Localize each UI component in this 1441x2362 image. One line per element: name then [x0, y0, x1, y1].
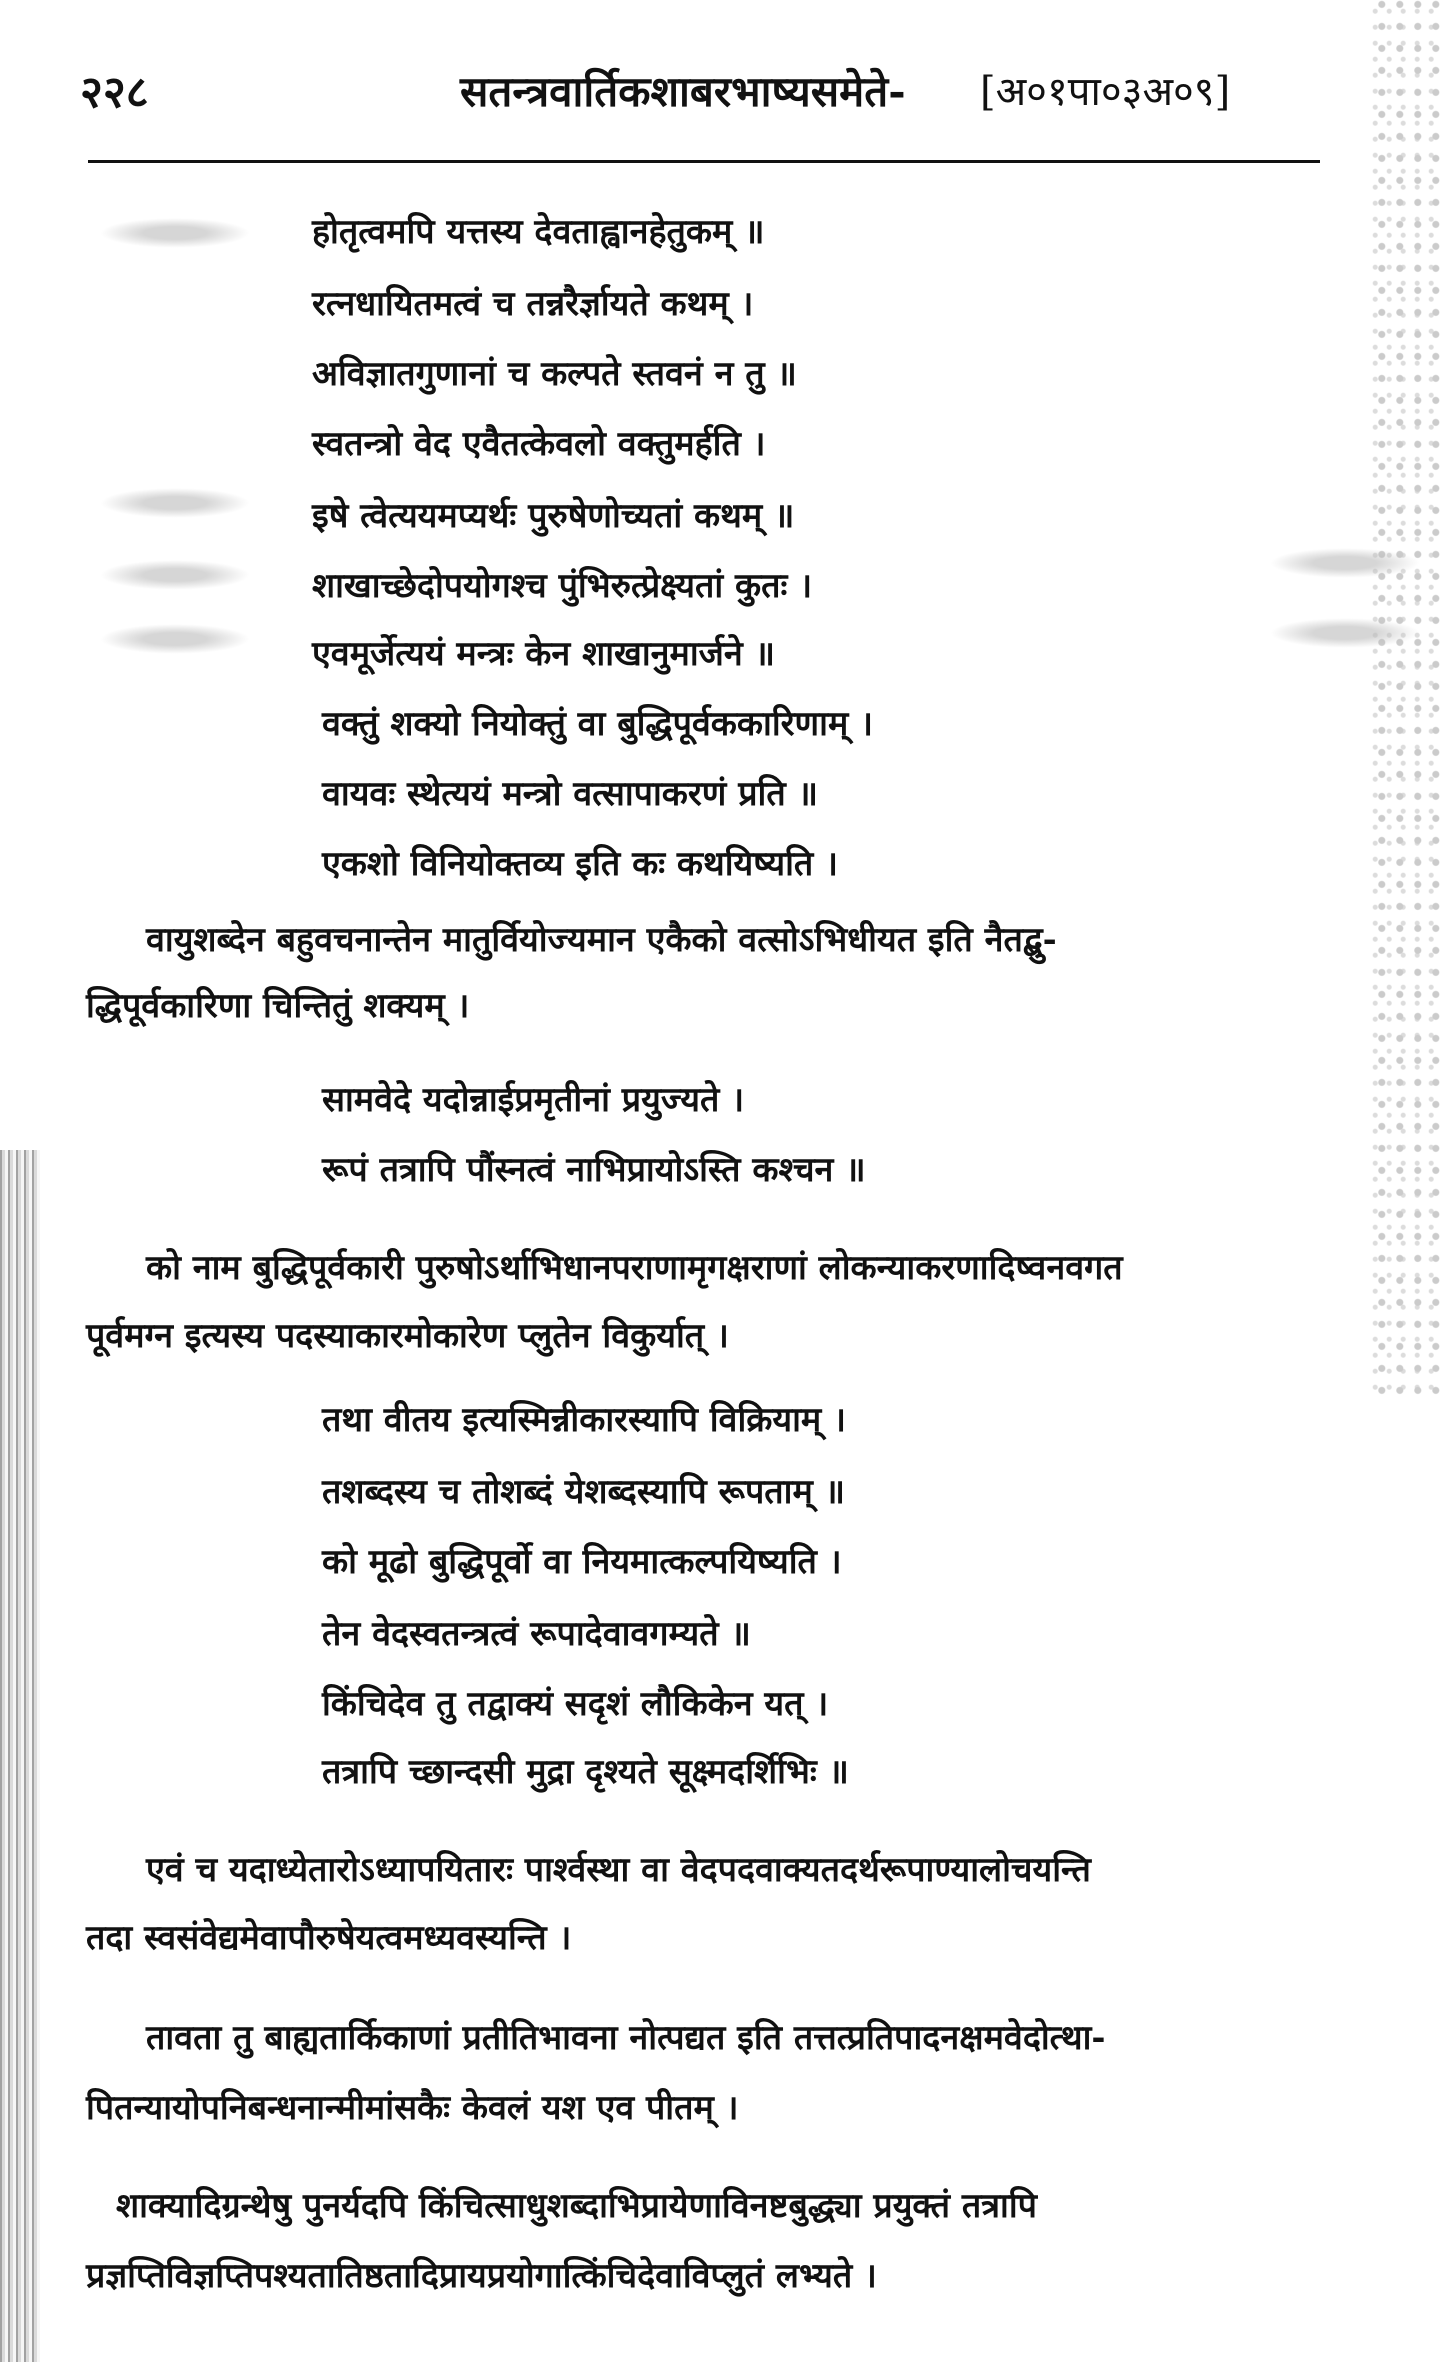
verse-line: किंचिदेव तु तद्वाक्यं सदृशं लौकिकेन यत् । [322, 1684, 829, 1724]
verse-line: वक्तुं शक्यो नियोक्तुं वा बुद्धिपूर्वककारिणाम् । [322, 704, 873, 744]
verse-line: सामवेदे यदोन्नाईप्रमृतीनां प्रयुज्यते । [322, 1080, 745, 1120]
ink-smudge [100, 560, 250, 590]
prose-line: शाक्यादिग्रन्थेषु पुनर्यदपि किंचित्साधुशब्दाभिप्रायेणाविनष्टबुद्ध्या प्रयुक्तं तत्रापि [116, 2186, 1037, 2226]
verse-line: रत्नधायितमत्वं च तन्नरैर्ज्ञायते कथम् । [312, 284, 754, 324]
verse-line: इषे त्वेत्ययमप्यर्थः पुरुषेणोच्यतां कथम् ॥ [312, 496, 795, 536]
verse-line: एकशो विनियोक्तव्य इति कः कथयिष्यति । [322, 844, 838, 884]
verse-line: स्वतन्त्रो वेद एवैतत्केवलो वक्तुमर्हति । [312, 424, 766, 464]
header-rule [88, 160, 1320, 163]
ink-smudge [1270, 548, 1420, 578]
prose-line: प्रज्ञप्तिविज्ञप्तिपश्यतातिष्ठतादिप्रायप्रयोगात्किंचिदेवाविप्लुतं लभ्यते । [86, 2256, 877, 2296]
verse-line: को मूढो बुद्धिपूर्वो वा नियमात्कल्पयिष्यति । [322, 1542, 842, 1582]
ink-smudge [100, 218, 250, 248]
section-reference: [अ०१पा०३अ०९] [980, 69, 1231, 115]
verse-line: तशब्दस्य च तोशब्दं येशब्दस्यापि रूपताम् ॥ [322, 1472, 845, 1512]
ink-smudge [100, 488, 250, 518]
prose-line: तावता तु बाह्यतार्किकाणां प्रतीतिभावना नोत्पद्यत इति तत्तत्प्रतिपादनक्षमवेदोत्था- [146, 2018, 1106, 2058]
verse-line: वायवः स्थेत्ययं मन्त्रो वत्सापाकरणं प्रति ॥ [322, 774, 818, 814]
prose-line: एवं च यदाध्येतारोऽध्यापयितारः पार्श्वस्था वा वेदपदवाक्यतदर्थरूपाण्यालोचयन्ति [146, 1850, 1091, 1890]
scan-edge-noise [1371, 0, 1441, 1400]
prose-line: तदा स्वसंवेद्यमेवापौरुषेयत्वमध्यवस्यन्ति । [86, 1918, 572, 1958]
verse-line: होतृत्वमपि यत्तस्य देवताह्वानहेतुकम् ॥ [312, 212, 765, 252]
prose-line: पूर्वमग्न इत्यस्य पदस्याकारमोकारेण प्लुतेन विकुर्यात् । [86, 1316, 729, 1356]
prose-line: को नाम बुद्धिपूर्वकारी पुरुषोऽर्थाभिधानपराणामृगक्षराणां लोकन्याकरणादिष्वनवगत [146, 1248, 1123, 1288]
ink-smudge [1270, 618, 1420, 648]
prose-line: वायुशब्देन बहुवचनान्तेन मातुर्वियोज्यमान एकैको वत्सोऽभिधीयत इति नैतद्बु- [146, 920, 1057, 960]
verse-line: तथा वीतय इत्यस्मिन्नीकारस्यापि विक्रियाम् । [322, 1400, 846, 1440]
ink-smudge [100, 624, 250, 654]
page-header [80, 60, 1340, 130]
verse-line: तेन वेदस्वतन्त्रत्वं रूपादेवावगम्यते ॥ [322, 1614, 751, 1654]
verse-line: एवमूर्जेत्ययं मन्त्रः केन शाखानुमार्जने ॥ [312, 634, 775, 674]
verse-line: अविज्ञातगुणानां च कल्पते स्तवनं न तु ॥ [312, 354, 797, 394]
verse-line: रूपं तत्रापि पौंस्नत्वं नाभिप्रायोऽस्ति कश्चन ॥ [322, 1150, 866, 1190]
verse-line: शाखाच्छेदोपयोगश्च पुंभिरुत्प्रेक्ष्यतां कुतः । [312, 566, 813, 606]
running-title: सतन्त्रवार्तिकशाबरभाष्यसमेते- [460, 67, 906, 116]
prose-line: पितन्यायोपनिबन्धनान्मीमांसकैः केवलं यश एव पीतम् । [86, 2088, 739, 2128]
prose-line: द्धिपूर्वकारिणा चिन्तितुं शक्यम् । [86, 986, 470, 1026]
verse-line: तत्रापि च्छान्दसी मुद्रा दृश्यते सूक्ष्मदर्शिभिः ॥ [322, 1752, 849, 1792]
scan-binding-shadow [0, 1150, 40, 2362]
page-number: २२८ [80, 67, 149, 118]
